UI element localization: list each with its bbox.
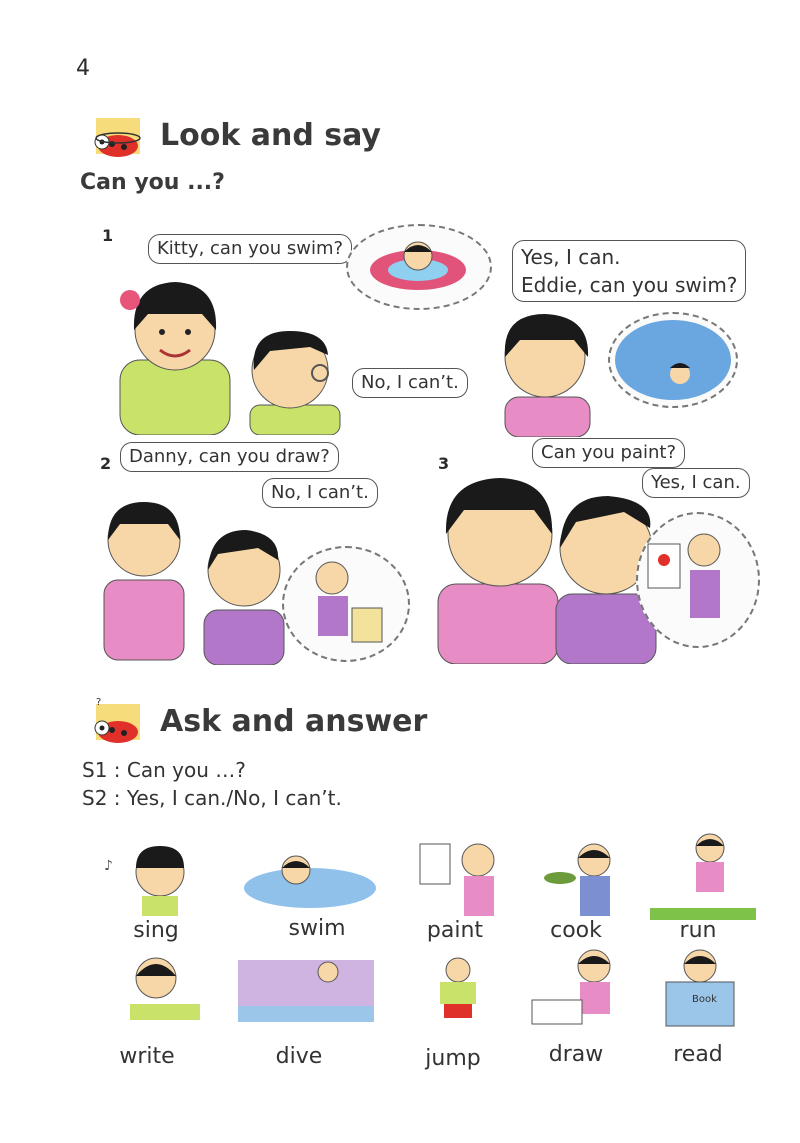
activity-word: read	[673, 1042, 723, 1067]
svg-text:♪: ♪	[104, 858, 113, 874]
ladybug-icon	[88, 696, 150, 740]
activity-word: cook	[550, 918, 602, 943]
speech-bubble	[512, 240, 746, 302]
cook-picture	[530, 838, 640, 918]
speech-bubble: No, I can’t.	[262, 478, 378, 508]
write-picture	[110, 950, 220, 1030]
dialogue-line: S1 : Can you …?	[82, 758, 246, 782]
svg-text:?: ?	[96, 697, 102, 708]
kitty-illustration	[490, 302, 600, 441]
draw-picture	[528, 944, 638, 1024]
speech-bubble: Danny, can you draw?	[120, 442, 339, 472]
dive-picture	[232, 950, 380, 1030]
speech-bubble: Yes, I can.	[642, 468, 750, 498]
speech-bubble: Can you paint?	[532, 438, 685, 468]
girl-illustration	[96, 490, 191, 669]
run-picture	[650, 828, 760, 908]
activity-word: write	[119, 1044, 175, 1069]
thought-bubble	[636, 512, 760, 648]
dialogue-line: S2 : Yes, I can./No, I can’t.	[82, 786, 342, 810]
book-label: Book	[692, 994, 717, 1005]
kitty-illustration	[110, 270, 240, 439]
activity-word: dive	[275, 1044, 323, 1069]
girl-illustration	[424, 464, 564, 668]
thought-bubble	[282, 546, 410, 662]
ask-and-answer-title: Ask and answer	[160, 704, 428, 739]
speech-bubble: No, I can’t.	[352, 368, 468, 398]
activity-word: swim	[288, 916, 346, 941]
activity-word: run	[679, 918, 717, 943]
activity-word: draw	[548, 1042, 604, 1067]
swim-picture	[240, 838, 350, 918]
eddie-illustration	[240, 325, 350, 439]
activity-word: paint	[426, 918, 484, 943]
thought-bubble	[346, 224, 492, 310]
look-and-say-title: Look and say	[160, 118, 381, 153]
ladybug-icon	[88, 116, 150, 160]
thought-bubble	[608, 312, 738, 408]
panel-number: 1	[102, 226, 114, 245]
activity-word: jump	[425, 1046, 481, 1071]
bubble-line: Yes, I can.	[521, 245, 621, 269]
panel-number: 3	[438, 454, 450, 473]
look-and-say-subtitle: Can you ...?	[80, 170, 225, 195]
activity-word: sing	[133, 918, 179, 943]
sing-picture	[96, 838, 206, 918]
bubble-line: Eddie, can you swim?	[521, 273, 738, 297]
paint-picture	[414, 838, 524, 918]
page-number: 4	[76, 56, 90, 81]
danny-illustration	[198, 520, 288, 669]
jump-picture	[404, 950, 514, 1030]
speech-bubble: Kitty, can you swim?	[148, 234, 352, 264]
panel-number: 2	[100, 454, 112, 473]
read-picture	[648, 944, 758, 1024]
